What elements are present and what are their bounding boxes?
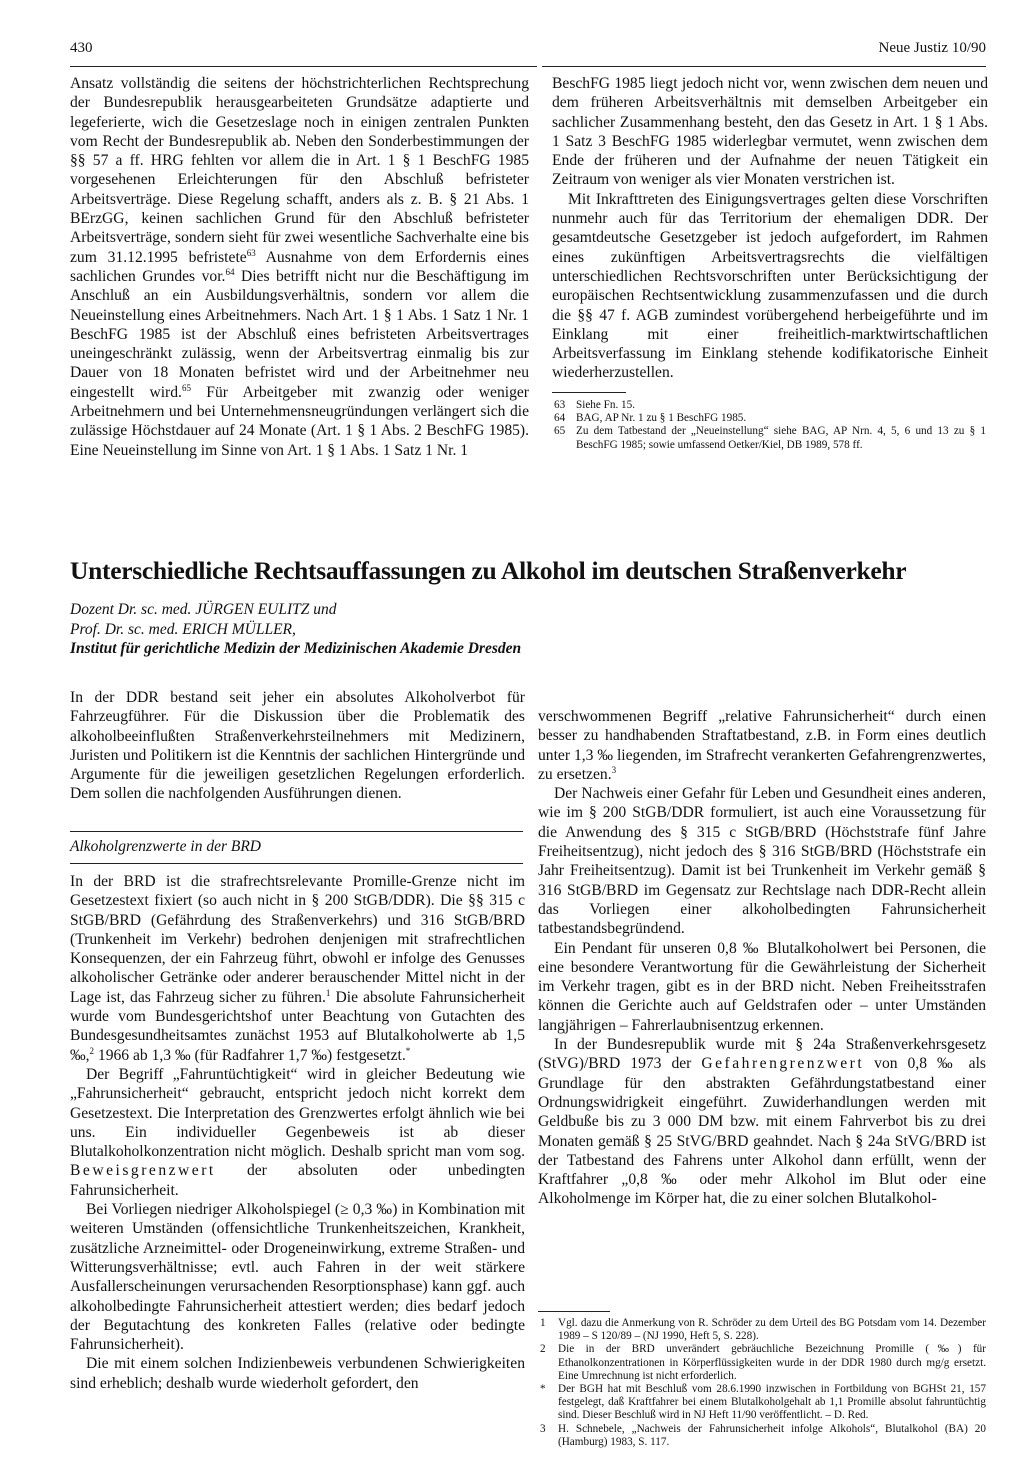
- footnote-item: 3 H. Schnebele, „Nachweis der Fahrunsicherheit infolge Alkohols“, Blutalkohol (BA) 20 (Hamburg) 1983, S. 117.: [540, 1422, 986, 1448]
- header-rule-right: [542, 66, 986, 67]
- paragraph: verschwommenen Begriff „relative Fahrunsicherheit“ durch einen besser zu handhabenden Straftatbestand, z.B. in Form eines deutlich unter 1,3 ‰ liegenden, im Strafrecht verankerten Gefahrengrenzwertes, zu ersetzen.$^3$: [538, 708, 986, 783]
- article-intro: [70, 688, 525, 804]
- article-left-column: [70, 872, 525, 1393]
- top-left-paragraph: Ansatz vollständig die seitens der höchstrichterlichen Rechtsprechung der Bundesrepublik herausgearbeiteten Grundsätze adaptierte und legeferierte, wich die Gesetzeslage noch in einigen zentralen Punkten vom Recht der Bundesrepublik ab. Neben den Sonderbestimmungen der §§ 57 a ff. HRG fehlten vor allem die in Art. 1 § 1 BeschFG 1985 vorgesehenen Erleichterungen für den Abschluß befristeter Arbeitsverträge. Diese Regelung schafft, anders als z. B. § 21 Abs. 1 BErzGG, keinen sachlichen Grund für den Abschluß befristeter Arbeitsverträge, sondern sieht für zwei wesentliche Sachverhalte eine bis zum 31.12.1995 befristete$^{63}$ Ausnahme von dem Erfordernis eines sachlichen Grundes vor.$^{64}$ Dies betrifft nicht nur die Beschäftigung im Anschluß an ein Ausbildungsverhältnis, sondern vor allem die Neueinstellung eines Arbeitnehmers. Nach Art. 1 § 1 Abs. 1 Satz 1 Nr. 1 BeschFG 1985 ist der Abschluß eines befristeten Arbeitsvertrages uneingeschränkt zulässig, wenn der Arbeitsvertrag einmalig bis zur Dauer von 18 Monaten befristet wird und der Arbeitnehmer neu eingestellt wird.$^{65}$ Für Arbeitgeber mit zwanzig oder weniger Arbeitnehmern und bei Unternehmensneugründungen verlängert sich die zulässige Höchstdauer auf 24 Monate (Art. 1 § 1 Abs. 2 BeschFG 1985). Eine Neueinstellung im Sinne von Art. 1 § 1 Abs. 1 Satz 1 Nr. 1: [70, 75, 530, 459]
- section-rule-bottom: [70, 863, 523, 864]
- article-right-column: [538, 707, 986, 1209]
- footnote-item: 2 Die in der BRD unverändert gebräuchliche Bezeichnung Promille (‰) für Ethanolkonzentrationen in Körperflüssigkeiten wurde in der DDR 1980 durch mg/g ersetzt. Eine Umrechnung ist nicht erforderlich.: [540, 1343, 986, 1382]
- footnote-item: 1 Vgl. dazu die Anmerkung von R. Schröder zu dem Urteil des BG Potsdam vom 14. Dezember 1989 – S 120/89 – (NJ 1990, Heft 5, S. 228).: [540, 1317, 986, 1343]
- top-right-paragraph-2: Mit Inkrafttreten des Einigungsvertrages gelten diese Vorschriften nunmehr auch für das Territorium der ehemaligen DDR. Der gesamtdeutsche Gesetzgeber ist jedoch aufgefordert, im Rahmen eines zukünftigen Arbeitsvertragsrechts die vielfältigen unterschiedlichen Rechtsvorschriften unter Berücksichtigung der europäischen Rechtsentwicklung zusammenzufassen und die durch die §§ 47 f. AGB zumindest vorübergehend herbeigeführte und im Einklang mit einer freiheitlich-marktwirtschaftlichen Arbeitsverfassung im Einklang stehende kodifikatorische Einheit wiederherzustellen.: [552, 190, 988, 382]
- footnote-item: * Der BGH hat mit Beschluß vom 28.6.1990 inzwischen in Fortbildung von BGHSt 21, 157 festgelegt, daß Kraftfahrer bei einem Blutalkoholgehalt ab 1,1 Promille absolut fahruntüchtig sind. Dieser Beschluß wird in NJ Heft 11/90 veröffentlicht. – D. Red.: [540, 1383, 986, 1422]
- footnote-item: 64 BAG, AP Nr. 1 zu § 1 BeschFG 1985.: [554, 412, 747, 425]
- paragraph: Der Nachweis einer Gefahr für Leben und Gesundheit eines anderen, wie im § 200 StGB/DDR formuliert, ist auch eine Voraussetzung für die Anwendung des § 315 c StGB/BRD (Höchststrafe fünf Jahre Freiheitsentzug), nicht jedoch des § 316 StGB/BRD (Höchststrafe ein Jahr Freiheitsentzug). Damit ist bei Trunkenheit im Verkehr gemäß § 316 StGB/BRD im Gegensatz zur Rechtslage nach DDR-Recht allein das Vorliegen einer alkoholbedingten Fahrunsicherheit tatbestandsbegründend.: [538, 785, 986, 938]
- section-heading: Alkoholgrenzwerte in der BRD: [70, 838, 261, 855]
- footnotes-article: [540, 1317, 986, 1449]
- intro-paragraph: In der DDR bestand seit jeher ein absolutes Alkoholverbot für Fahrzeugführer. Für die Diskussion über die Problematik des alkoholbeeinflußten Straßenverkehrsteilnehmers mit Medizinern, Juristen und Politikern ist die Kenntnis der sachlichen Hintergründe und Argumente für die jeweiligen gesetzlichen Regelungen erforderlich. Dem sollen die nachfolgenden Ausführungen dienen.: [70, 689, 525, 803]
- paragraph: Der Begriff „Fahruntüchtigkeit“ wird in gleicher Bedeutung wie „Fahrunsicherheit“ gebraucht, entspricht jedoch nicht korrekt dem Gesetzestext. Die Interpretation des Grenzwertes erfolgt ähnlich wie bei uns. Ein individueller Gegenbeweis ist ab dieser Blutalkoholkonzentration nicht möglich. Deshalb spricht man vom sog. Beweisgrenzwert der absoluten oder unbedingten Fahrunsicherheit.: [70, 1065, 525, 1199]
- article-title: Unterschiedliche Rechtsauffassungen zu Alkohol im deutschen Straßenverkehr: [70, 556, 907, 585]
- section-rule-top: [70, 831, 523, 832]
- footnote-item: 65 Zu dem Tatbestand der „Neueinstellung“ siehe BAG, AP Nrn. 4, 5, 6 und 13 zu § 1 BeschFG 1985; sowie umfassend Oetker/Kiel, DB 1989, 578 ff.: [554, 425, 986, 451]
- paragraph: Bei Vorliegen niedriger Alkoholspiegel (≥ 0,3 ‰) in Kombination mit weiteren Umständen (offensichtliche Trunkenheitszeichen, Krankheit, zusätzliche Arzneimittel- oder Drogeneinwirkung, extreme Straßen- und Witterungsverhältnisse; evtl. auch Fahren in der weit stärkere Ausfallerscheinungen verursachenden Resorptionsphase) kann ggf. auch alkoholbedingte Fahrunsicherheit attestiert werden; dies bedarf jedoch der Begutachtung des konkreten Falles (relative oder bedingte Fahrunsicherheit).: [70, 1201, 525, 1354]
- paragraph: Ein Pendant für unseren 0,8 ‰ Blutalkoholwert bei Personen, die eine besondere Verantwortung für die Gewährleistung der Sicherheit im Verkehr tragen, gibt es in der BRD nicht. Neben Freiheitsstrafen können die Gerichte auch auf Geldstrafen oder – unter Umständen langjährigen – Fahrerlaubnisentzug erkennen.: [538, 939, 986, 1034]
- author-institution: Institut für gerichtliche Medizin der Medizinischen Akademie Dresden: [70, 640, 522, 657]
- top-right-column: [552, 74, 988, 383]
- footnote-rule-bottom: [538, 1311, 610, 1312]
- journal-issue: Neue Justiz 10/90: [878, 40, 986, 56]
- author-2: Prof. Dr. sc. med. ERICH MÜLLER,: [70, 620, 296, 638]
- top-left-column: [70, 74, 529, 460]
- footnote-rule-top: [552, 392, 626, 393]
- paragraph: In der BRD ist die strafrechtsrelevante Promille-Grenze nicht im Gesetzestext fixiert (so auch nicht in § 200 StGB/DDR). Die §§ 315 c StGB/BRD (Gefährdung des Straßenverkehrs) und 316 StGB/BRD (Trunkenheit im Verkehr) bedrohen denjenigen mit strafrechtlichen Konsequenzen, der ein Fahrzeug führt, obwohl er infolge des Genusses alkoholischer Getränke oder anderer berauschender Mittel nicht in der Lage ist, das Fahrzeug sicher zu führen.$^1$ Die absolute Fahrunsicherheit wurde vom Bundesgerichtshof unter Beachtung von Gutachten des Bundesgesundheitsamtes zunächst 1953 auf Blutalkoholwerte ab 1,5 ‰,$^2$ 1966 ab 1,3 ‰ (für Radfahrer 1,7 ‰) festgesetzt.*: [70, 873, 525, 1064]
- article-authors: [70, 600, 521, 659]
- paragraph: In der Bundesrepublik wurde mit § 24a Straßenverkehrsgesetz (StVG)/BRD 1973 der Gefahrengrenzwert von 0,8 ‰ als Grundlage für den abstrakten Gefährdungstatbestand einer Ordnungswidrigkeit eingeführt. Zuwiderhandlungen werden mit Geldbuße bis zu 3 000 DM bzw. mit einem Fahrverbot bis zu drei Monaten gemäß § 25 StVG/BRD geahndet. Nach § 24a StVG/BRD ist der Tatbestand des Fahrens unter Alkohol dann erfüllt, wenn der Kraftfahrer „0,8 ‰ oder mehr Alkohol im Blut oder eine Alkoholmenge im Körper hat, die zu einer solchen Blutalkohol-: [538, 1036, 986, 1208]
- footnote-item: 63 Siehe Fn. 15.: [554, 399, 636, 411]
- top-right-paragraph-1: BeschFG 1985 liegt jedoch nicht vor, wenn zwischen dem neuen und dem früheren Arbeitsverhältnis mit demselben Arbeitgeber ein sachlicher Zusammenhang besteht, den das Gesetz in Art. 1 § 1 Abs. 1 Satz 3 BeschFG 1985 widerlegbar vermutet, wenn zwischen dem Ende der früheren und der Aufnahme der neuen Tätigkeit ein Zeitraum von weniger als vier Monaten verstrichen ist.: [552, 75, 988, 189]
- author-1: Dozent Dr. sc. med. JÜRGEN EULITZ und: [70, 601, 337, 618]
- footnotes-top: [554, 399, 986, 452]
- paragraph: Die mit einem solchen Indizienbeweis verbundenen Schwierigkeiten sind erheblich; deshalb wurde wiederholt gefordert, den: [70, 1355, 525, 1392]
- header-rule-left: [70, 66, 537, 67]
- page-number: 430: [70, 40, 93, 56]
